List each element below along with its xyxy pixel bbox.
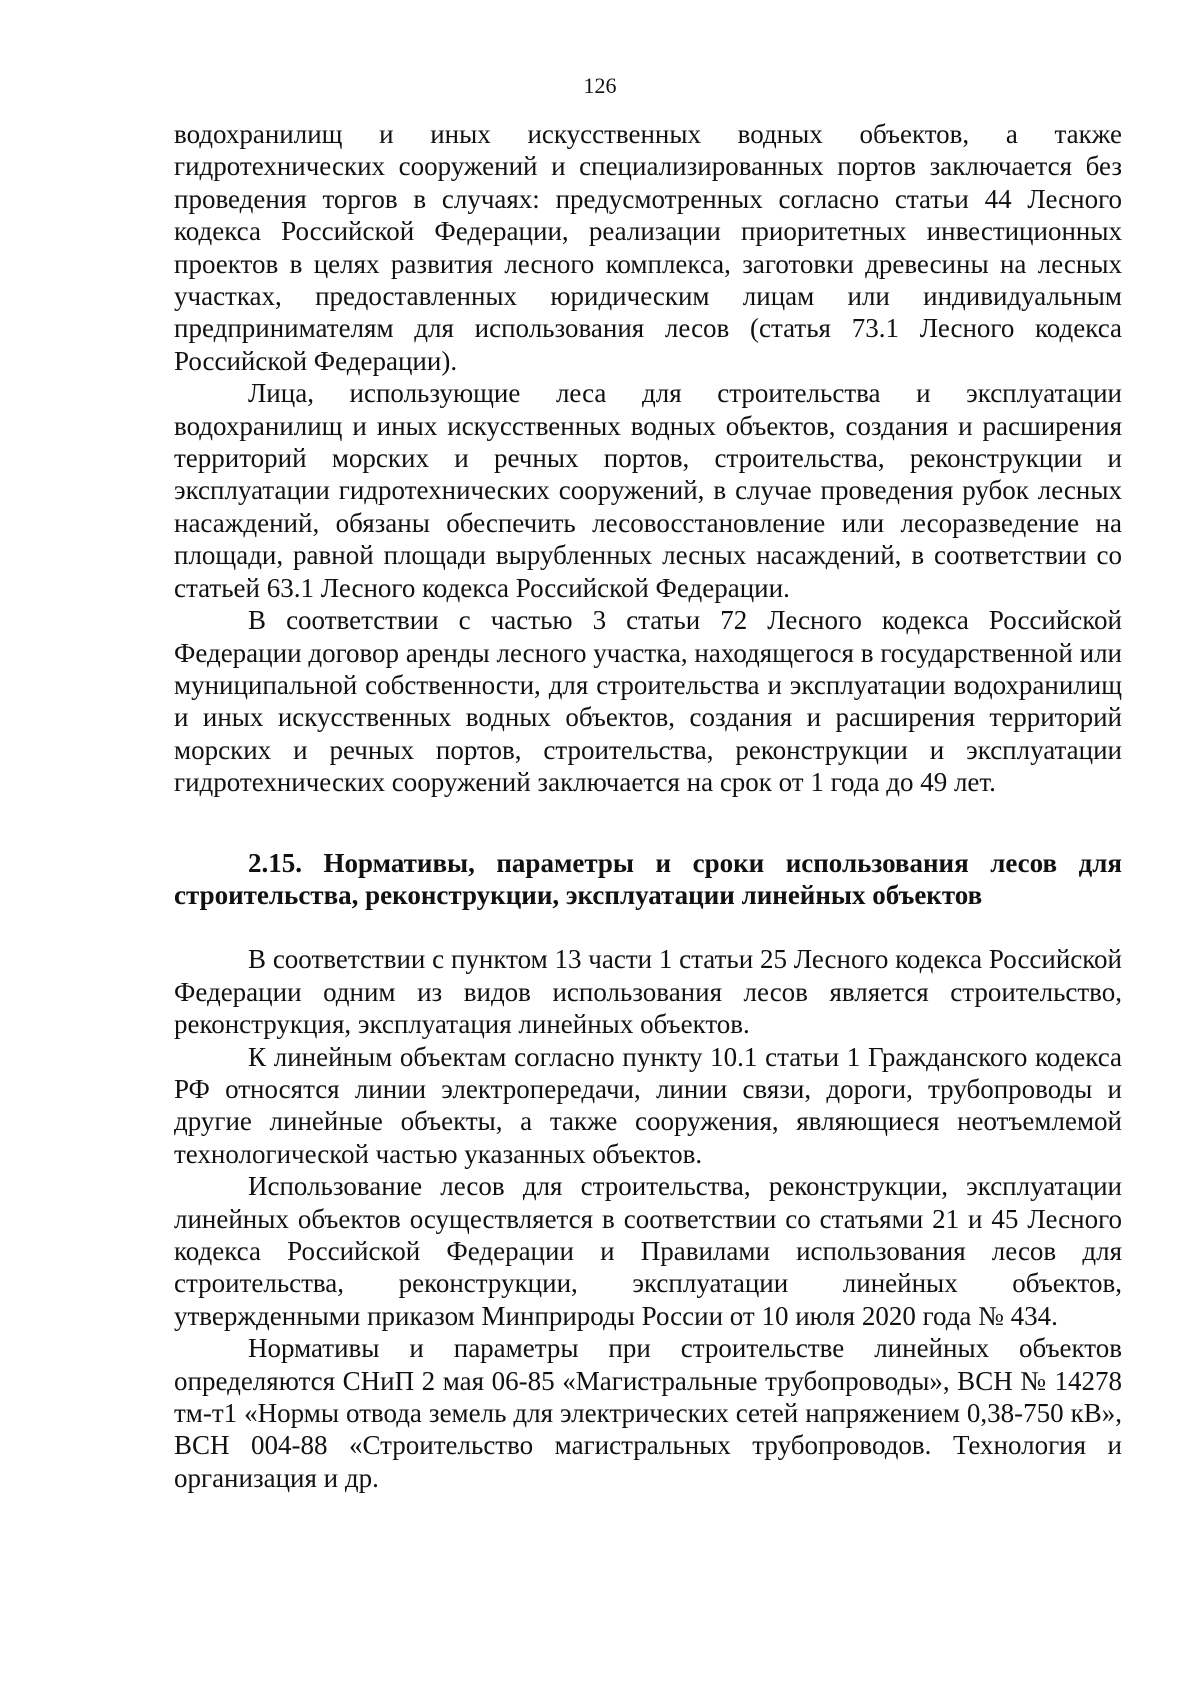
section-heading: 2.15. Нормативы, параметры и сроки использования лесов для строительства, реконструкции, эксплуатации линейных объектов: [174, 847, 1122, 910]
paragraph-norms: Нормативы и параметры при строительстве линейных объектов определяются СНиП 2 мая 06-85 «Магистральные трубопроводы», ВСН № 14278 тм-т1 «Нормы отвода земель для электрических сетей напряжением 0,38-750 кВ», ВСН 004-88 «Строительство магистральных трубопроводов. Технология и организация и др.: [174, 1333, 1122, 1493]
paragraph-type-of-use: В соответствии с пунктом 13 части 1 статьи 25 Лесного кодекса Российской Федерации одним из видов использования лесов является строительство, реконструкция, эксплуатация линейных объектов.: [174, 944, 1122, 1040]
page-number: 126: [583, 73, 617, 98]
paragraph-rules: Использование лесов для строительства, реконструкции, эксплуатации линейных объектов осуществляется в соответствии со статьями 21 и 45 Лесного кодекса Российской Федерации и Правилами использования лесов для строительства, реконструкции, эксплуатации линейных объектов, утвержденными приказом Минприроды России от 10 июля 2020 года № 434.: [174, 1171, 1122, 1331]
paragraph-lease-term: В соответствии с частью 3 статьи 72 Лесного кодекса Российской Федерации договор аренды лесного участка, находящегося в государственной или муниципальной собственности, для строительства и эксплуатации водохранилищ и иных искусственных водных объектов, создания и расширения территорий морских и речных портов, строительства, реконструкции и эксплуатации гидротехнических сооружений заключается на срок от 1 года до 49 лет.: [174, 605, 1122, 798]
paragraph-continuation: водохранилищ и иных искусственных водных объектов, а также гидротехнических сооружений и специализированных портов заключается без проведения торгов в случаях: предусмотренных согласно статьи 44 Лесного кодекса Российской Федерации, реализации приоритетных инвестиционных проектов в целях развития лесного комплекса, заготовки древесины на лесных участках, предоставленных юридическим лицам или индивидуальным предпринимателям для использования лесов (статья 73.1 Лесного кодекса Российской Федерации).: [174, 119, 1122, 376]
paragraph-obligation: Лица, использующие леса для строительства и эксплуатации водохранилищ и иных искусственных водных объектов, создания и расширения территорий морских и речных портов, строительства, реконструкции и эксплуатации гидротехнических сооружений, в случае проведения рубок лесных насаждений, обязаны обеспечить лесовосстановление или лесоразведение на площади, равной площади вырубленных лесных насаждений, в соответствии со статьей 63.1 Лесного кодекса Российской Федерации.: [174, 378, 1122, 603]
document-body: [174, 118, 1122, 1494]
paragraph-linear-objects: К линейным объектам согласно пункту 10.1 статьи 1 Гражданского кодекса РФ относятся линии электропередачи, линии связи, дороги, трубопроводы и другие линейные объекты, а также сооружения, являющиеся неотъемлемой технологической частью указанных объектов.: [174, 1041, 1122, 1169]
